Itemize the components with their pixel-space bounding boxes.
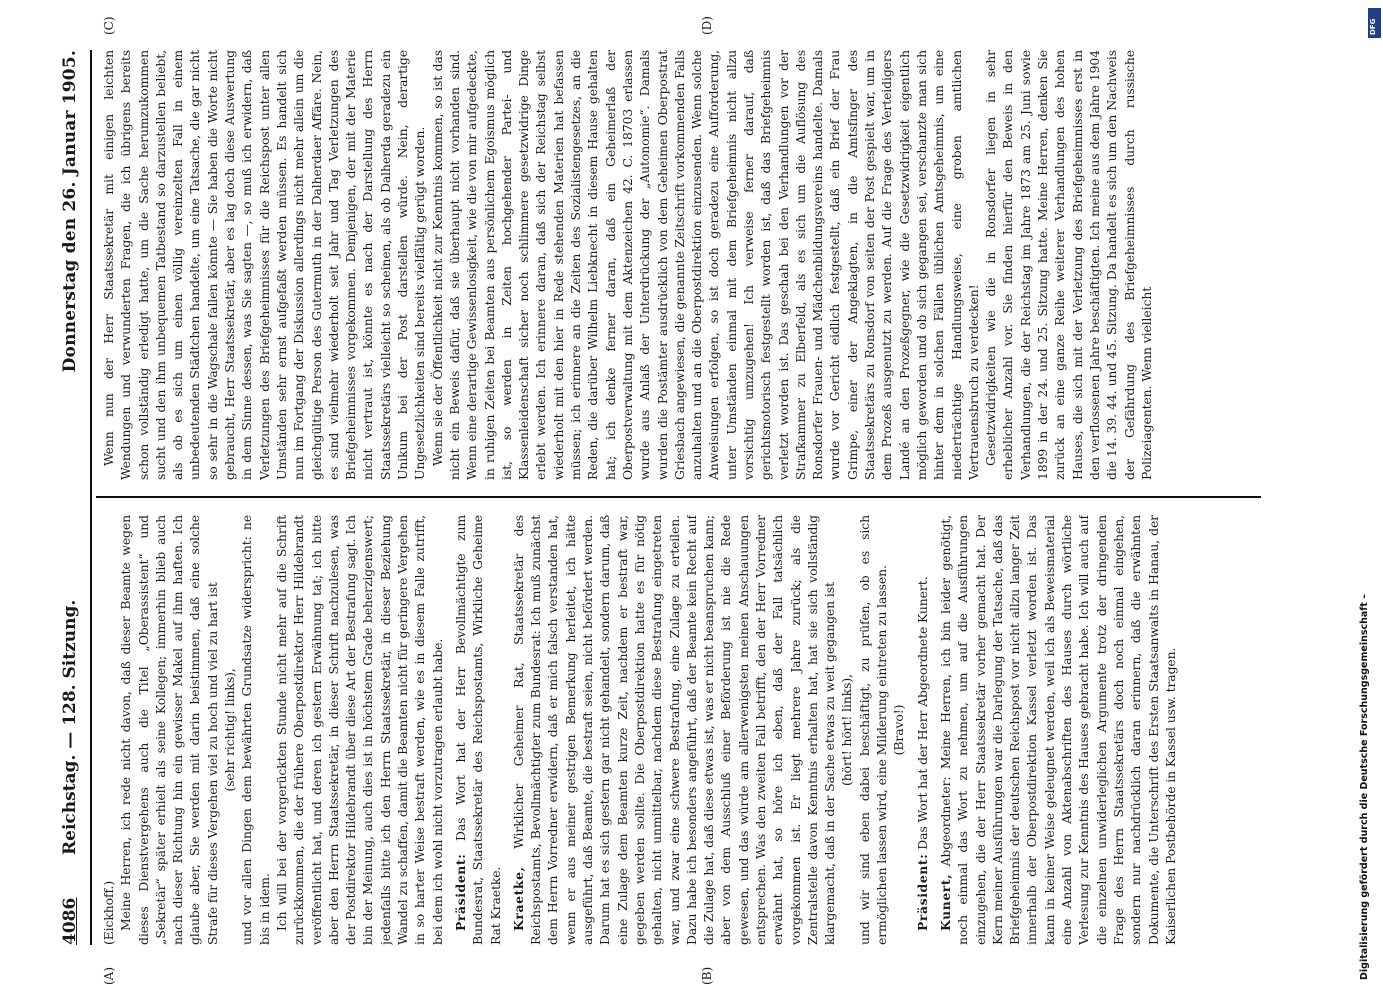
speaker-label: Kraetke, [510,866,526,931]
interjection: (Bravo!) [891,704,907,756]
interjection: (sehr richtig! links), [222,668,238,792]
paragraph: und wir sind eben dabei beschäftigt, zu prüfen, ob es sich ermöglichen lassen wird, eine Milderung eintreten zu lassen. [856,515,890,945]
paragraph: Wenn sie der Öffentlichkeit nicht zur Kenntnis kommen, so ist das nicht ein Beweis dafür, daß sie überhaupt nicht vorhanden sind. Wenn eine derartige Gewissenlosigkeit, wie die von mir aufgedeckte, in ruhigen Zeiten bei Beamten aus persönlichem Egoismus möglich ist, so werden in Zeiten hochgehender Partei- und Klassenleidenschaft sicher noch schlimmere gesetzwidrige Dinge erlebt werden. Ich erinnere daran, daß sich der Reichstag selbst wiederholt mit den hier in Rede stehenden Materien hat befassen müssen; ich erinnere an die Zeiten des Sozialistengesetzes, an die Reden, die darüber Wilhelm Liebknecht in diesem Hause gehalten hat; ich denke ferner daran, daß ein Geheimerlaß der Oberpostverwaltung mit dem Aktenzeichen 42. C. 18703 erlassen wurde aus Anlaß der Unterdrückung der „Autonomie“. Damals wurden die Postämter ausdrücklich von dem Geheimen Oberpostrat Griesbach angewiesen, die genannte Zeitschrift vorkommenden Falls anzuhalten und an die Oberpostdirektion einzusenden. Wenn solche Anweisungen erfolgen, so ist doch geradezu eine Aufforderung, unter Umständen einmal mit dem Briefgeheimnis nicht allzu vorsichtig umzugehen! Ich verweise ferner darauf, daß gerichtsnotorisch festgestellt worden ist, daß das Briefgeheimnis verletzt worden ist. Das geschah bei den Verhandlungen vor der Strafkammer zu Elberfeld, als es sich um die Auflösung des Ronsdorfer Frauen- und Mädchenbildungsvereins handelte. Damals wurde vor Gericht eidlich festgestellt, daß ein Brief der Frau Grimpe, einer der Angeklagten, in die Amtsfinger des Staatssekretärs zu Ronsdorf von seiten der Post gespielt war, um in dem Prozeß ausgenutzt zu werden. Auf die Frage des Verteidigers Landé an den Prozeßgegner, wie die Gesetzwidrigkeit eigentlich möglich geworden und ob sich gegangen sei, verschanzte man sich hinter dem in solchen Fällen üblichen Amtsgeheimnis, um eine niederträchtige Handlungsweise, eine groben amtlichen Vertrauensbruch zu verdecken! [429,50,981,480]
page-header [60,50,88,945]
dfg-logo-text: DFG [1369,18,1377,35]
paragraph: und vor allen Dingen dem bewährten Grundsatze widerspricht: ne bis in idem. [239,515,272,945]
header-rule [90,50,92,945]
speaker-label: Präsident: [452,853,468,931]
margin-mark-c: (C) [102,16,116,35]
speech-text: Abgeordneter: Meine Herren, ich bin leider genötigt, noch einmal das Wort zu nehmen, um auf die Ausführungen einzugehen, die der Herr Staatssekretär vorher gemacht hat. Der Kern meiner Ausführungen war die Darlegung der Tatsache, daß das Briefgeheimnis der deutschen Reichspost vor nicht allzu langer Zeit innerhalb der Oberpostdirektion Kassel verletzt worden ist. Das kann in keiner Weise geleugnet werden, weil ich als Beweismaterial eine Anzahl von Aktenabschriften des Hauses durch wörtliche Verlesung zur Kenntnis des Hauses gebracht habe. Ich will auch auf die einzelnen unwiderleglichen Argumente trotz der dringenden Frage des Herrn Staatssekretärs doch noch einmal eingehen, sondern nur nachdrücklich daran erinnern, daß die erwähnten Dokumente, die Unterschrift des Ersten Staatsanwalts in Hanau, der Kaiserlichen Postbehörde in Kassel usw. tragen. [937,515,1178,945]
running-title: Reichstag. — 128. Sitzung. [60,599,80,855]
speech-text: Wirklicher Geheimer Rat, Staatssekretär des Reichspostamts, Bevollmächtigter zum Bundesrat: Ich muß zunächst dem Herrn Vorredner erwidern, daß er mich falsch verstanden hat, wenn er aus meiner gestrigen Bemerkung herleitet, ich hätte ausgeführt, daß Beamte, die bestraft seien, nicht befördert werden. Darum hat es sich gestern gar nicht gehandelt, sondern darum, daß eine Zulage dem Beamten kurze Zeit, nachdem er bestraft war, gegeben werden sollte. Die Oberpostdirektion hatte es für nötig gehalten, nicht unmittelbar, nachdem diese Bestrafung eingetreten war, und zwar eine schwere Bestrafung, eine Zulage zu erteilen. Dazu habe ich besonders angeführt, daß der Beamte kein Recht auf die Zulage hat, daß diese etwas ist, was er nicht beanspruchen kann; aber von dem Ausschluß einer Beförderung ist nie die Rede gewesen, und das würde am allerwenigsten meinen Anschauungen entsprechen. Was den zweiten Fall betrifft, den der Herr Vorredner erwähnt hat, so höre ich eben, daß der Fall tatsächlich vorgekommen ist. Er liegt mehrere Jahre zurück; als die Zentralstelle davon Kenntnis erhalten hat, hat sie sich vollständig klargemacht, daß in der Sache etwas zu weit gegangen ist [510,515,838,945]
speaker-label: Präsident: [914,853,930,931]
paragraph: Wenn nun der Herr Staatssekretär mit einigen leichten Wendungen und verwunderten Fragen, die ich übrigens bereits schon vollständig erledigt hatte, um die Sache herumzukommen sucht und den ihm unbequemen Tatbestand so darzustellen beliebt, als ob es sich um einen völlig vereinzelten Fall in einem unbedeutenden Städtchen handelte, um eine Tatsache, die gar nicht so sehr in die Wagschale fallen könnte — Sie haben die Worte nicht gebraucht, Herr Staatssekretär, aber es lag doch diese Auswertung in dem Sinne dessen, was Sie sagten —, so muß ich erwidern, daß Verletzungen des Briefgeheimnisses für die Reichspost unter allen Umständen sehr ernst aufgefaßt werden müssen. Es handelt sich nun im Fortgang der Diskussion allerdings nicht mehr allein um die gleichgültige Person des Gutermuth in der Dalherdaer Affäre. Nein, es sind vielmehr wiederholt seit Jahr und Tag Verletzungen des Briefgeheimnisses vorgekommen. Demjenigen, der mit der Materie nicht vertraut ist, könnte es nach der Darstellung des Herrn Staatssekretärs vielleicht so scheinen, als ob Dalherda geradezu ein Unikum bei der Post darstellen würde. Nein, derartige Ungesetzlichkeiten sind bereits vielfältig gerügt worden. [101,50,428,480]
dfg-logo [1368,8,1381,38]
speech-kraetke [510,515,839,945]
speaker-label: Kunert, [937,873,953,931]
left-column [100,515,1280,945]
paragraph: Gesetzwidrigkeiten wie die in Ronsdorfer liegen in sehr erheblicher Anzahl vor. Sie finden hierfür den Beweis in den Verhandlungen, die der Reichstag im Jahre 1873 am 25. Juni sowie 1899 in der 24. und 25. Sitzung hatte. Meine Herren, denken Sie zurück an eine ganze Reihe weiterer Verhandlungen des hohen Hauses, die sich mit der Verletzung des Briefgeheimnisses erst in den verflossenen Jahre beschäftigten. Ich meine aus dem Jahre 1904 die 14. 39. 44. und 45. Sitzung. Da handelt es sich um den Nachweis der Gefährdung des Briefgeheimnisses durch russische Polizeiagenten. Wenn vielleicht [983,50,1154,480]
digitization-credit: Digitalisierung gefördert durch die Deutsche Forschungsgemeinschaft – [1359,593,1370,980]
statement-text: Das Wort hat der Herr Abgeordnete Kunert. [914,576,930,850]
margin-mark-b: (B) [700,966,714,985]
session-date: Donnerstag den 26. Januar 1905. [60,50,80,373]
margin-mark-d: (D) [700,16,714,35]
right-column [100,50,1280,480]
margin-mark-a: (A) [102,966,116,985]
paragraph: Ich will bei der vorgerückten Stunde nicht mehr auf die Schrift zurückkommen, die der frühere Oberpostdirektor Herr Hildebrandt veröffentlicht hat, und deren ich gestern Erwähnung tat; ich bitte aber den Herrn Staatssekretär, in dieser Schrift nachzulesen, was der Postdirektor Hildebrandt über diese Art der Bestrafung sagt. Ich bin der Meinung, auch dies ist in höchstem Grade beherzigenswert; jedenfalls bitte ich den Herrn Staatssekretär, in dieser Beziehung Wandel zu schaffen, damit die Beamten nicht für geringere Vergehen in so harter Weise bestraft werden, wie es in diesem Falle zutrifft, bei dem ich wohl nicht vorzutragen erlaubt habe. [273,515,445,945]
speech-kunert [937,515,1179,945]
president-statement [452,515,504,945]
interjection: (hört! hört! links), [839,674,855,786]
paragraph: Meine Herren, ich rede nicht davon, daß dieser Beamte wegen dieses Dienstvergehens auch die Titel „Oberassistent“ und „Sekretär“ später erhielt als seine Kollegen; immerhin blieb auch nach dieser Richtung hin ein gewisser Makel auf ihm haften. Ich glaube aber, Sie werden mit darin beistimmen, daß eine solche Strafe für dieses Vergehen viel zu hoch und viel zu hart ist [118,515,220,945]
statement-text: Das Wort hat der Herr Bevollmächtigte zum Bundesrat, Staatssekretär des Reichspostamts, Wirkliche Geheime Rat Kraetke. [452,515,503,945]
page-number: 4086 [60,897,80,945]
column-divider [96,496,1261,498]
president-statement [914,515,931,945]
speaker-tag: (Eickhoff.) [101,880,116,945]
page-body [60,16,1290,985]
